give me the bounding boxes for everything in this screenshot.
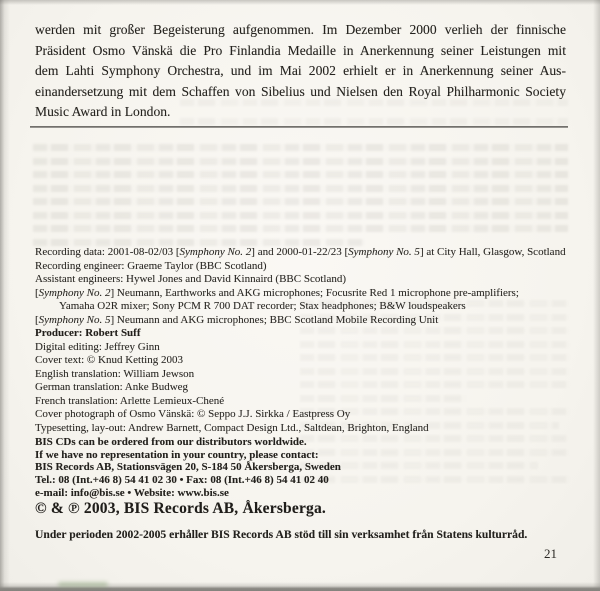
page-number: 21 [544, 546, 557, 561]
bleedthrough-line [33, 144, 568, 151]
contact-line: BIS CDs can be ordered from our distributors worldwide. [35, 436, 307, 448]
bleedthrough-line [33, 225, 568, 232]
scan-edge-top [0, 0, 600, 5]
credit-line: Cover photograph of Osmo Vänskä: © Seppo J.J. Sirkka / Eastpress Oy [35, 408, 351, 420]
contact-line: If we have no representation in your country, please contact: [35, 448, 319, 461]
credit-line: Digital editing: Jeffrey Ginn [35, 340, 160, 353]
bleedthrough-line [33, 171, 568, 178]
credit-line: Cover text: © Knud Ketting 2003 [35, 354, 183, 366]
credit-line: Producer: Robert Suff [35, 327, 141, 339]
contact-line: Tel.: 08 (Int.+46 8) 54 41 02 30 • Fax: 08 (Int.+46 8) 54 41 02 40 [35, 474, 329, 487]
section-divider-rule [30, 126, 568, 128]
funding-note: Under perioden 2002-2005 erhåller BIS Records AB stöd till sin verksamhet från Statens kulturråd. [35, 528, 528, 541]
bleedthrough-line [33, 158, 568, 165]
credit-line: Typesetting, lay-out: Andrew Barnett, Compact Design Ltd., Saltdean, Brighton, England [35, 421, 429, 434]
credit-line: Recording engineer: Graeme Taylor (BBC Scotland) [35, 259, 267, 272]
credit-line: Assistant engineers: Hywel Jones and David Kinnaird (BBC Scotland) [35, 273, 347, 285]
paragraph-line: dem Lahti Symphony Orchestra, und im Mai 2002 erhielt er in Anerkennung seiner Aus- [35, 63, 566, 78]
scan-artifact-smudge [58, 582, 108, 587]
paragraph-line: Präsident Osmo Vänskä die Pro Finlandia Medaille in Anerkennung seiner Leistungen mit [35, 42, 566, 58]
credit-line: German translation: Anke Budweg [35, 381, 189, 393]
contact-block [35, 436, 568, 500]
contact-line: e-mail: info@bis.se • Website: www.bis.se [35, 486, 229, 499]
contact-line: BIS Records AB, Stationsvägen 20, S-184 50 Åkersberga, Sweden [35, 461, 341, 474]
scan-edge-left [0, 0, 10, 591]
bleedthrough-line [33, 185, 568, 192]
paragraph-line: Music Award in London. [35, 104, 171, 119]
credit-line: [Symphony No. 2] Neumann, Earthworks and AKG microphones; Focusrite Red 1 microphone pre-amplifiers; [35, 286, 519, 299]
bleedthrough-line [33, 239, 365, 246]
bleedthrough-text [33, 144, 568, 252]
credit-line: Recording data: 2001-08-02/03 [Symphony No. 2] and 2000-01-22/23 [Symphony No. 5] at City Hall, Glasgow, Scotland [35, 246, 566, 258]
copyright-line: © & ℗ 2003, BIS Records AB, Åkersberga. [35, 500, 327, 517]
bleedthrough-line [33, 198, 568, 205]
scan-edge-right [593, 0, 600, 591]
bleedthrough-line [33, 212, 568, 219]
paragraph-line: einandersetzung mit dem Schaffen von Sibelius und Nielsen den Royal Philharmonic Society [35, 83, 566, 99]
credit-line: English translation: William Jewson [35, 367, 195, 380]
credit-line: French translation: Arlette Lemieux-Chené [35, 394, 225, 407]
credit-line: [Symphony No. 5] Neumann and AKG microphones; BBC Scotland Mobile Recording Unit [35, 313, 439, 326]
credit-line: Yamaha O2R mixer; Sony PCM R 700 DAT recorder; Stax headphones; B&W loudspeakers [59, 300, 466, 312]
german-bio-paragraph [35, 20, 566, 123]
paragraph-line: werden mit großer Begeisterung aufgenommen. Im Dezember 2000 verlieh der finnische [35, 22, 566, 37]
credits-block [35, 246, 568, 435]
